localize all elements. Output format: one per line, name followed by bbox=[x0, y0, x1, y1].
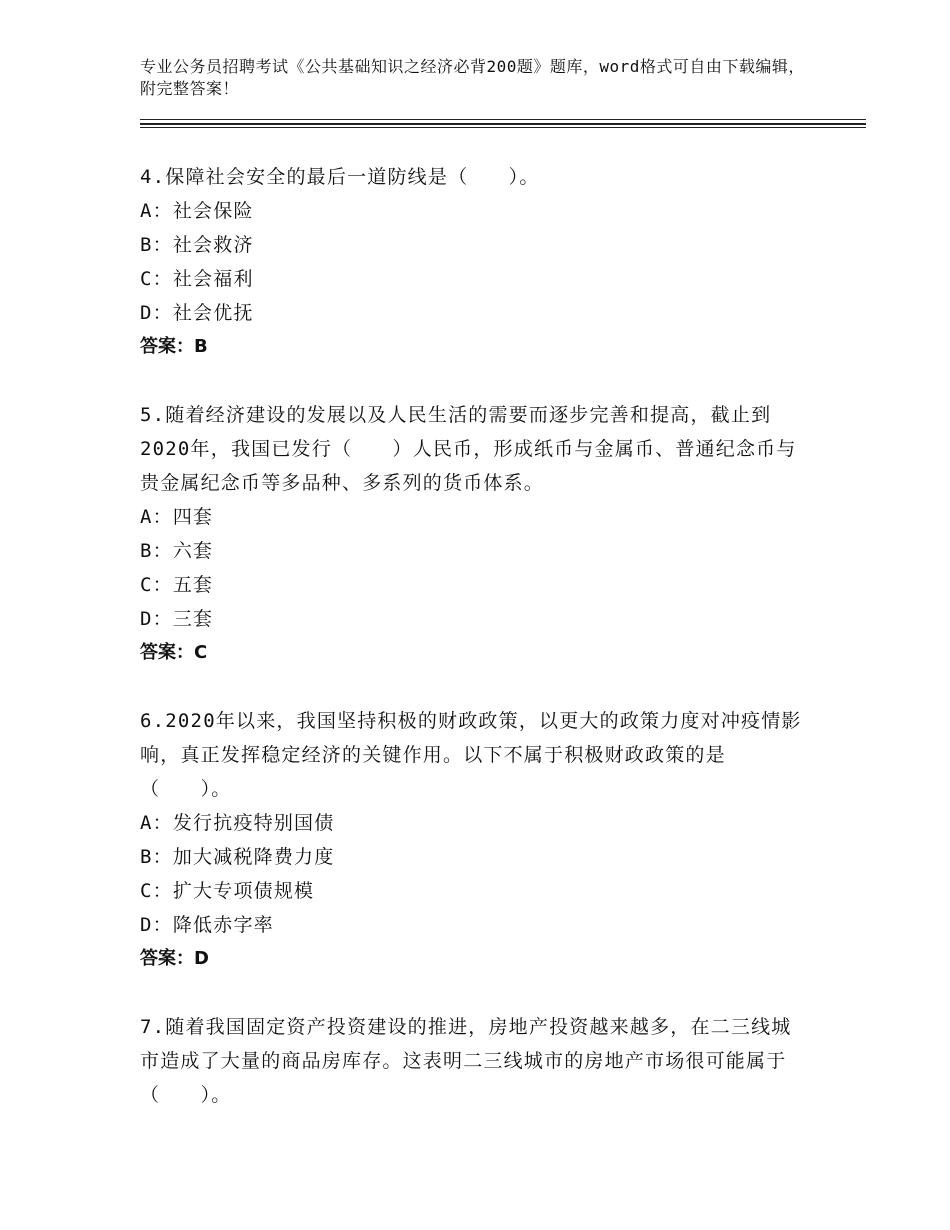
question-6 bbox=[140, 704, 810, 976]
answer-label: 答案：C bbox=[140, 642, 208, 663]
document-header: 专业公务员招聘考试《公共基础知识之经济必背200题》题库，word格式可自由下载编辑，附完整答案！ bbox=[140, 57, 805, 98]
question-list bbox=[140, 160, 810, 1112]
header-rule-middle bbox=[140, 123, 866, 125]
question-7 bbox=[140, 1010, 810, 1112]
spacer bbox=[140, 670, 810, 704]
question-stem: 6.2020年以来，我国坚持积极的财政政策，以更大的政策力度对冲疫情影响，真正发挥稳定经济的关键作用。以下不属于积极财政政策的是（ ）。 bbox=[140, 710, 802, 800]
question-stem: 5.随着经济建设的发展以及人民生活的需要而逐步完善和提高，截止到2020年，我国已发行（ ）人民币，形成纸币与金属币、普通纪念币与贵金属纪念币等多品种、多系列的货币体系。 bbox=[140, 404, 797, 494]
option-a: A：四套 bbox=[140, 506, 214, 528]
answer-label: 答案：B bbox=[140, 336, 208, 357]
spacer bbox=[140, 364, 810, 398]
spacer bbox=[140, 976, 810, 1010]
question-4 bbox=[140, 160, 810, 364]
answer-label: 答案：D bbox=[140, 948, 209, 969]
question-5 bbox=[140, 398, 810, 670]
option-d: D：三套 bbox=[140, 608, 214, 630]
question-stem: 7.随着我国固定资产投资建设的推进，房地产投资越来越多，在二三线城市造成了大量的商品房库存。这表明二三线城市的房地产市场很可能属于（ ）。 bbox=[140, 1016, 792, 1106]
option-c: C：扩大专项债规模 bbox=[140, 880, 315, 902]
header-rule-top bbox=[140, 119, 866, 120]
option-b: B：六套 bbox=[140, 540, 214, 562]
option-a: A：发行抗疫特别国债 bbox=[140, 812, 335, 834]
option-a: A：社会保险 bbox=[140, 200, 254, 222]
option-b: B：加大减税降费力度 bbox=[140, 846, 335, 868]
option-b: B：社会救济 bbox=[140, 234, 254, 256]
header-rule-bottom bbox=[140, 127, 866, 128]
option-d: D：社会优抚 bbox=[140, 302, 254, 324]
option-c: C：社会福利 bbox=[140, 268, 254, 290]
question-stem: 4.保障社会安全的最后一道防线是（ ）。 bbox=[140, 166, 540, 188]
option-d: D：降低赤字率 bbox=[140, 914, 274, 936]
option-c: C：五套 bbox=[140, 574, 214, 596]
